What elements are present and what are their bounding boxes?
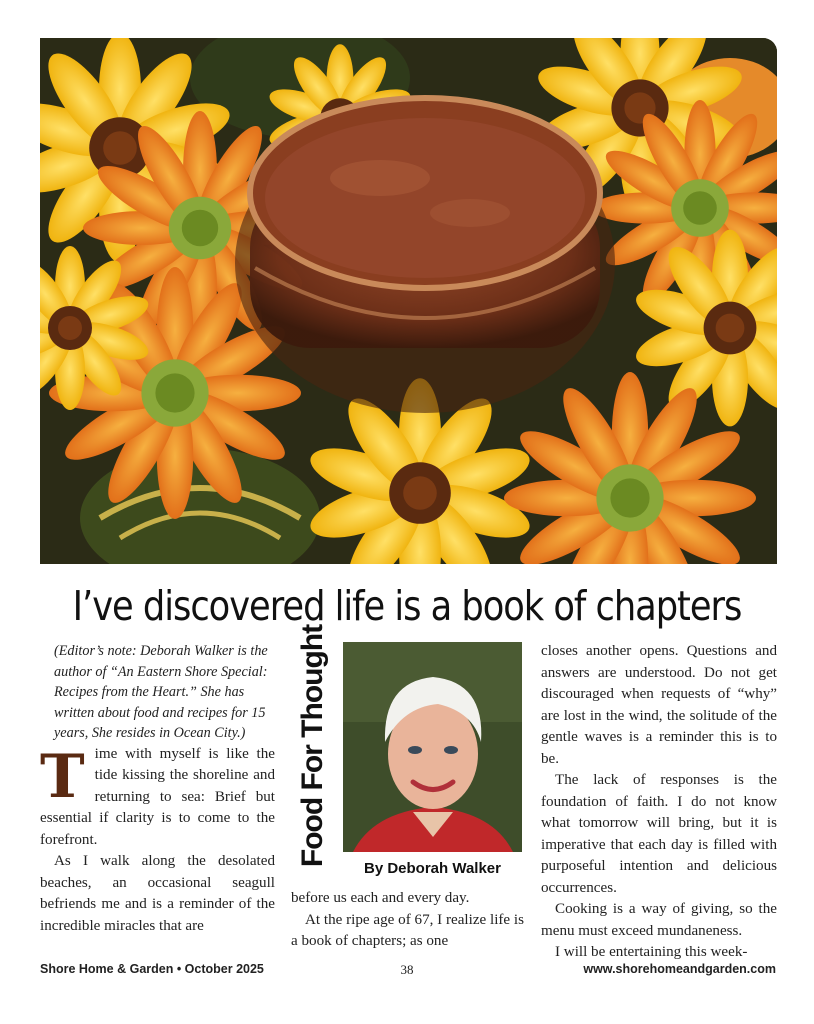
paragraph: closes another opens. Questions and answers are understood. Do not get discouraged when requests of “why” are lost in the wind, the solitude of the gentle waves is a reminder this is to be. [541,643,777,767]
paragraph: As I walk along the desolated beaches, an occasional seagull befriends me and is a reminder of the incredible miracles that are [40,853,275,934]
paragraph: before us each and every day. [291,890,470,906]
author-portrait-illustration [343,642,522,852]
author-photo [343,642,522,852]
drop-cap: T [40,741,85,812]
column-2 [291,888,524,953]
footer-website-link[interactable]: www.shorehomeandgarden.com [583,962,776,976]
byline: By Deborah Walker [364,860,501,877]
column-title-vertical: Food For Thought [296,624,329,868]
apple-butter-flowers-illustration [40,38,777,564]
opening-paragraph [40,741,275,852]
editor-note: (Editor’s note: Deborah Walker is the author of “An Eastern Shore Special: Recipes from the Heart.” She has written about food and recipes for 15 years, She resides in Ocean City.) [54,643,268,741]
hero-photo [40,38,777,564]
column-3 [541,641,777,964]
paragraph: Cooking is a way of giving, so the menu must exceed mundaneness. [541,901,777,939]
column-1 [40,641,275,937]
paragraph: At the ripe age of 67, I realize life is a book of chapters; as one [291,911,524,949]
paragraph: The lack of responses is the foundation of faith. I do not know what tomorrow will bring, but it is imperative that each day is filled with purposeful intention and delicious occurrences. [541,772,777,896]
footer-publication: Shore Home & Garden • October 2025 [40,962,264,976]
paragraph: ime with myself is like the tide kissing the shoreline and returning to sea: Brief but essential if clarity is to come to the forefront. [40,745,275,848]
paragraph: I will be entertaining this week- [555,944,748,960]
article-headline: I’ve discovered life is a book of chapters [72,582,742,630]
page-number: 38 [400,962,414,977]
